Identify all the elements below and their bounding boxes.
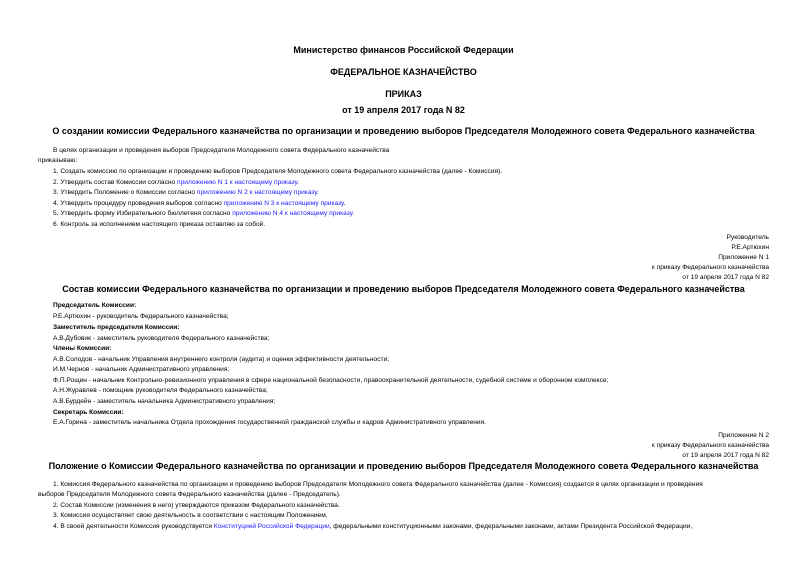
chair-heading: Председатель Комиссии: [53, 302, 137, 309]
appendix-1-link[interactable]: приложению N 1 к настоящему приказу [177, 179, 298, 186]
ministry-name: Министерство финансов Российской Федерации [293, 45, 514, 55]
order-word: приказываю: [38, 157, 78, 164]
order-item-end: . [317, 189, 319, 196]
regulation-p4-text: 4. В своей деятельности Комиссия руководствуется [53, 523, 214, 530]
appendix-2-link[interactable]: приложению N 2 к настоящему приказу [196, 189, 318, 196]
order-item-3 [53, 189, 319, 196]
appendix-1-label: Приложение N 1 [718, 254, 769, 261]
regulation-p1-line1: 1. Комиссия Федерального казначейства по организации и проведению выборов Председателя Молодежного совета Федерального казначейства (далее - Комиссия) создается в целях организации и проведения [53, 481, 703, 488]
document-date-number: от 19 апреля 2017 года N 82 [342, 105, 465, 115]
regulation-p2: 2. Состав Комиссии (изменения в него) утверждаются приказом Федерального казначейства. [53, 502, 340, 509]
signer-name: Р.Е.Артюхин [731, 244, 769, 251]
order-item-5 [53, 210, 354, 217]
regulation-p4-text-end: , федеральными конституционными законами, федеральными законами, актами Президента Российской Федерации, [329, 523, 693, 530]
secretary-entry: Е.А.Горина - заместитель начальника Отдела прохождения государственной гражданской службы и кадров Административного управления. [53, 419, 486, 426]
regulation-p1-line2: выборов Председателя Молодежного совета Федерального казначейства (далее - Председатель). [38, 491, 341, 498]
member-entry: А.В.Солодов - начальник Управления внутреннего контроля (аудита) и оценки эффективности деятельности; [53, 356, 389, 363]
order-item-text: 2. Утвердить состав Комиссии согласно [53, 179, 178, 186]
order-item-text: 6. Контроль за исполнением настоящего приказа оставляю за собой. [53, 221, 266, 228]
member-entry: А.В.Бурдейн - заместитель начальника Административного управления; [53, 398, 276, 405]
order-item-text: 4. Утвердить процедуру проведения выборов согласно [53, 200, 224, 207]
member-entry: И.М.Чернов - начальник Административного управления; [53, 366, 230, 373]
order-item-text: 5. Утвердить форму Избирательного бюллетеня согласно [53, 210, 233, 217]
order-item-end: . [352, 210, 355, 217]
member-entry: Ф.П.Рощин - начальник Контрольно-ревизионного управления в сфере национальной безопасности, правоохранительной деятельности, судебной системе и оборонном комплексе; [53, 377, 609, 384]
member-entry: А.Н.Журавлев - помощник руководителя Федерального казначейства; [53, 387, 268, 394]
appendix-4-link[interactable]: приложению N 4 к настоящему приказу [232, 210, 353, 217]
members-heading: Члены Комиссии: [53, 345, 112, 352]
order-intro: В целях организации и проведения выборов Председателя Молодежного совета Федерального казначейства [53, 147, 390, 154]
order-item-end: . [343, 200, 346, 207]
appendix-2-date: от 19 апреля 2017 года N 82 [682, 452, 769, 459]
order-item-text: 3. Утвердить Положение о Комиссии согласно [53, 189, 197, 196]
appendix-3-link[interactable]: приложению N 3 к настоящему приказу [223, 200, 344, 207]
secretary-heading: Секретарь Комиссии: [53, 409, 124, 416]
constitution-link[interactable]: Конституцией Российской Федерации [213, 523, 330, 530]
order-item-1 [53, 168, 502, 175]
appendix-1-date: от 19 апреля 2017 года N 82 [682, 274, 769, 281]
order-item-6 [53, 221, 265, 228]
chair-entry: Р.Е.Артюхин - руководитель Федерального казначейства; [53, 313, 229, 320]
order-item-2 [53, 179, 299, 186]
signer-title: Руководитель [726, 234, 769, 241]
document-title: О создании комиссии Федерального казначейства по организации и проведению выборов Председателя Молодежного совета Федерального казначейства [52, 126, 755, 136]
regulation-p4 [53, 523, 692, 530]
order-item-end: . [297, 179, 299, 186]
order-item-text: 1. Создать комиссию по организации и проведению выборов Председателя Молодежного совета Федерального казначейства (далее - Комиссия). [53, 168, 503, 175]
document-type: ПРИКАЗ [385, 89, 422, 99]
appendix-1-ref: к приказу Федерального казначейства [651, 264, 769, 271]
deputy-entry: А.В.Дубовик - заместитель руководителя Федерального казначейства; [53, 335, 270, 342]
agency-name: ФЕДЕРАЛЬНОЕ КАЗНАЧЕЙСТВО [330, 67, 477, 77]
order-item-4 [53, 200, 346, 207]
regulation-p3: 3. Комиссия осуществляет свою деятельность в соответствии с настоящим Положением. [53, 512, 328, 519]
appendix-1-title: Состав комиссии Федерального казначейства по организации и проведению выборов Председателя Молодежного совета Федерального казначейства [62, 284, 745, 294]
appendix-2-ref: к приказу Федерального казначейства [651, 442, 769, 449]
deputy-heading: Заместитель председателя Комиссии: [53, 324, 180, 331]
appendix-2-title: Положение о Комиссии Федерального казначейства по организации и проведению выборов Председателя Молодежного совета Федерального казначейства [48, 461, 759, 471]
appendix-2-label: Приложение N 2 [718, 432, 769, 439]
